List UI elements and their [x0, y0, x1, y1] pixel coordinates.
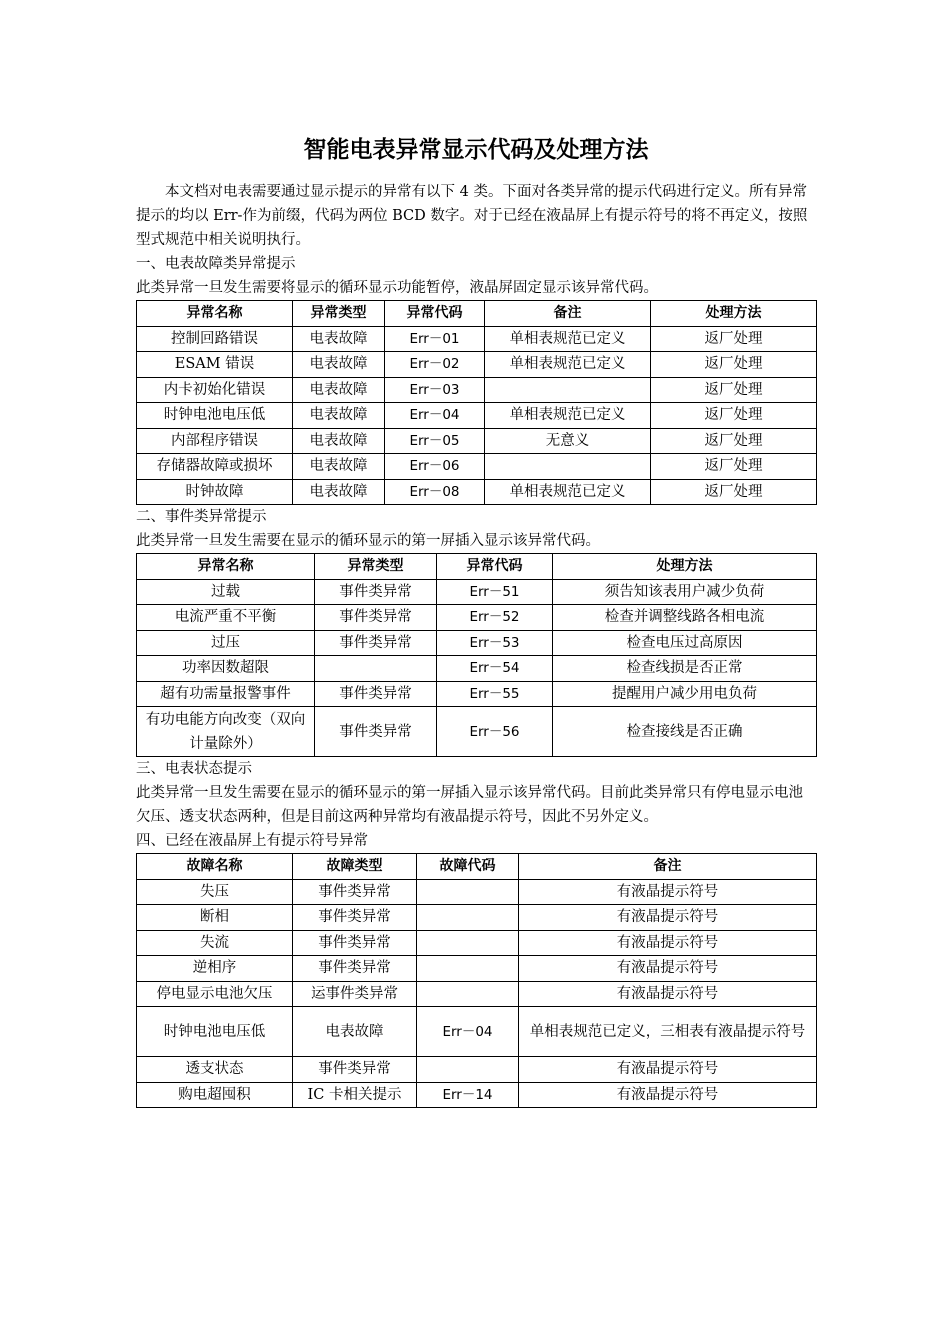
table-row [137, 630, 817, 656]
cell-code: Err－02 [385, 352, 485, 378]
cell-method: 返厂处理 [651, 326, 817, 352]
cell-type: 事件类异常 [315, 630, 437, 656]
table-header-row [137, 854, 817, 880]
section-1-desc: 此类异常一旦发生需要将显示的循环显示功能暂停，液晶屏固定显示该异常代码。 [136, 280, 658, 296]
cell-code [417, 930, 519, 956]
cell-code: Err－08 [385, 479, 485, 505]
col-header: 处理方法 [651, 301, 817, 327]
section-2-heading: 二、事件类异常提示 [136, 509, 267, 525]
table-row [137, 352, 817, 378]
cell-type: 电表故障 [293, 479, 385, 505]
cell-type: 电表故障 [293, 403, 385, 429]
cell-name: 失流 [137, 930, 293, 956]
cell-type: 事件类异常 [293, 879, 417, 905]
cell-name: 内部程序错误 [137, 428, 293, 454]
col-header: 处理方法 [553, 554, 817, 580]
cell-name: 购电超囤积 [137, 1082, 293, 1108]
cell-code: Err－52 [437, 605, 553, 631]
section-2-desc: 此类异常一旦发生需要在显示的循环显示的第一屏插入显示该异常代码。 [136, 533, 600, 549]
col-header: 异常名称 [137, 301, 293, 327]
cell-method: 返厂处理 [651, 454, 817, 480]
cell-name: 超有功需量报警事件 [137, 681, 315, 707]
cell-remark: 单相表规范已定义 [485, 479, 651, 505]
col-header: 故障类型 [293, 854, 417, 880]
cell-method: 返厂处理 [651, 428, 817, 454]
col-header: 异常类型 [315, 554, 437, 580]
cell-type [315, 656, 437, 682]
cell-name: 存储器故障或损坏 [137, 454, 293, 480]
cell-remark: 有液晶提示符号 [519, 930, 817, 956]
cell-type: 电表故障 [293, 352, 385, 378]
cell-type: 电表故障 [293, 454, 385, 480]
table-row [137, 1057, 817, 1083]
cell-remark [485, 454, 651, 480]
table-row [137, 707, 817, 757]
cell-code: Err－05 [385, 428, 485, 454]
section-3-heading: 三、电表状态提示 [136, 761, 252, 777]
cell-code: Err－55 [437, 681, 553, 707]
table-header-row [137, 554, 817, 580]
cell-type: 运事件类异常 [293, 981, 417, 1007]
table-row [137, 905, 817, 931]
table-lcd-symbol-exceptions [136, 853, 817, 1108]
col-header: 异常名称 [137, 554, 315, 580]
cell-type: 事件类异常 [315, 681, 437, 707]
cell-name: 透支状态 [137, 1057, 293, 1083]
cell-name: 过载 [137, 579, 315, 605]
intro-paragraph: 本文档对电表需要通过显示提示的异常有以下 4 类。下面对各类异常的提示代码进行定义。所有异常提示的均以 Err-作为前缀，代码为两位 BCD 数字。对于已经在液晶屏上有提示符号的将不再定义，按照型式规范中相关说明执行。 [136, 184, 808, 248]
cell-method: 提醒用户减少用电负荷 [553, 681, 817, 707]
col-header: 异常类型 [293, 301, 385, 327]
cell-name: 停电显示电池欠压 [137, 981, 293, 1007]
table-row [137, 956, 817, 982]
table-row [137, 428, 817, 454]
page-title: 智能电表异常显示代码及处理方法 [303, 137, 649, 163]
cell-code: Err－54 [437, 656, 553, 682]
table-row [137, 403, 817, 429]
cell-remark: 有液晶提示符号 [519, 905, 817, 931]
table-meter-faults [136, 300, 817, 505]
cell-type: 事件类异常 [293, 930, 417, 956]
cell-method: 返厂处理 [651, 377, 817, 403]
cell-name: 电流严重不平衡 [137, 605, 315, 631]
cell-name: 时钟电池电压低 [137, 1007, 293, 1057]
cell-remark: 单相表规范已定义 [485, 403, 651, 429]
cell-code [417, 1057, 519, 1083]
cell-code: Err－14 [417, 1082, 519, 1108]
cell-type: 电表故障 [293, 428, 385, 454]
cell-name: 时钟故障 [137, 479, 293, 505]
cell-code: Err－51 [437, 579, 553, 605]
cell-type: 事件类异常 [293, 905, 417, 931]
cell-code: Err－53 [437, 630, 553, 656]
cell-type: 事件类异常 [293, 1057, 417, 1083]
cell-code [417, 956, 519, 982]
col-header: 异常代码 [437, 554, 553, 580]
cell-type: 事件类异常 [293, 956, 417, 982]
cell-name: 失压 [137, 879, 293, 905]
cell-method: 须告知该表用户减少负荷 [553, 579, 817, 605]
cell-remark: 单相表规范已定义，三相表有液晶提示符号 [519, 1007, 817, 1057]
col-header: 备注 [485, 301, 651, 327]
cell-name: 逆相序 [137, 956, 293, 982]
table-row [137, 656, 817, 682]
cell-type: 事件类异常 [315, 579, 437, 605]
cell-type: 电表故障 [293, 1007, 417, 1057]
cell-name: 功率因数超限 [137, 656, 315, 682]
cell-code: Err－01 [385, 326, 485, 352]
cell-method: 返厂处理 [651, 352, 817, 378]
cell-code [417, 879, 519, 905]
cell-code: Err－04 [417, 1007, 519, 1057]
cell-name: 断相 [137, 905, 293, 931]
cell-method: 检查并调整线路各相电流 [553, 605, 817, 631]
cell-type: 事件类异常 [315, 605, 437, 631]
cell-type: 电表故障 [293, 377, 385, 403]
cell-method: 检查接线是否正确 [553, 707, 817, 757]
cell-type: 电表故障 [293, 326, 385, 352]
cell-method: 检查电压过高原因 [553, 630, 817, 656]
table-row [137, 879, 817, 905]
table-row [137, 579, 817, 605]
table-row [137, 981, 817, 1007]
cell-remark: 单相表规范已定义 [485, 352, 651, 378]
table-header-row [137, 301, 817, 327]
cell-code: Err－56 [437, 707, 553, 757]
cell-type: 事件类异常 [315, 707, 437, 757]
cell-remark: 单相表规范已定义 [485, 326, 651, 352]
section-3-desc: 此类异常一旦发生需要在显示的循环显示的第一屏插入显示该异常代码。目前此类异常只有停电显示电池欠压、透支状态两种，但是目前这两种异常均有液晶提示符号，因此不另外定义。 [136, 785, 803, 825]
cell-remark: 有液晶提示符号 [519, 879, 817, 905]
table-row [137, 479, 817, 505]
cell-name: ESAM 错误 [137, 352, 293, 378]
section-4-heading: 四、已经在液晶屏上有提示符号异常 [136, 833, 368, 849]
cell-method: 检查线损是否正常 [553, 656, 817, 682]
cell-remark: 有液晶提示符号 [519, 981, 817, 1007]
cell-name: 内卡初始化错误 [137, 377, 293, 403]
col-header: 故障名称 [137, 854, 293, 880]
cell-name: 时钟电池电压低 [137, 403, 293, 429]
table-row [137, 1007, 817, 1057]
col-header: 备注 [519, 854, 817, 880]
cell-name: 有功电能方向改变（双向计量除外） [137, 707, 315, 757]
table-row [137, 377, 817, 403]
cell-name: 过压 [137, 630, 315, 656]
cell-remark: 有液晶提示符号 [519, 956, 817, 982]
cell-remark: 无意义 [485, 428, 651, 454]
cell-name: 控制回路错误 [137, 326, 293, 352]
table-row [137, 605, 817, 631]
col-header: 故障代码 [417, 854, 519, 880]
section-1-heading: 一、电表故障类异常提示 [136, 256, 296, 272]
table-row [137, 930, 817, 956]
table-row [137, 681, 817, 707]
document-content [136, 134, 816, 1108]
table-row [137, 1082, 817, 1108]
cell-code: Err－06 [385, 454, 485, 480]
cell-code [417, 981, 519, 1007]
table-row [137, 454, 817, 480]
table-event-exceptions [136, 553, 817, 757]
cell-remark: 有液晶提示符号 [519, 1057, 817, 1083]
cell-method: 返厂处理 [651, 479, 817, 505]
cell-remark [485, 377, 651, 403]
cell-code [417, 905, 519, 931]
cell-remark: 有液晶提示符号 [519, 1082, 817, 1108]
cell-code: Err－03 [385, 377, 485, 403]
col-header: 异常代码 [385, 301, 485, 327]
table-row [137, 326, 817, 352]
cell-type: IC 卡相关提示 [293, 1082, 417, 1108]
cell-method: 返厂处理 [651, 403, 817, 429]
cell-code: Err－04 [385, 403, 485, 429]
